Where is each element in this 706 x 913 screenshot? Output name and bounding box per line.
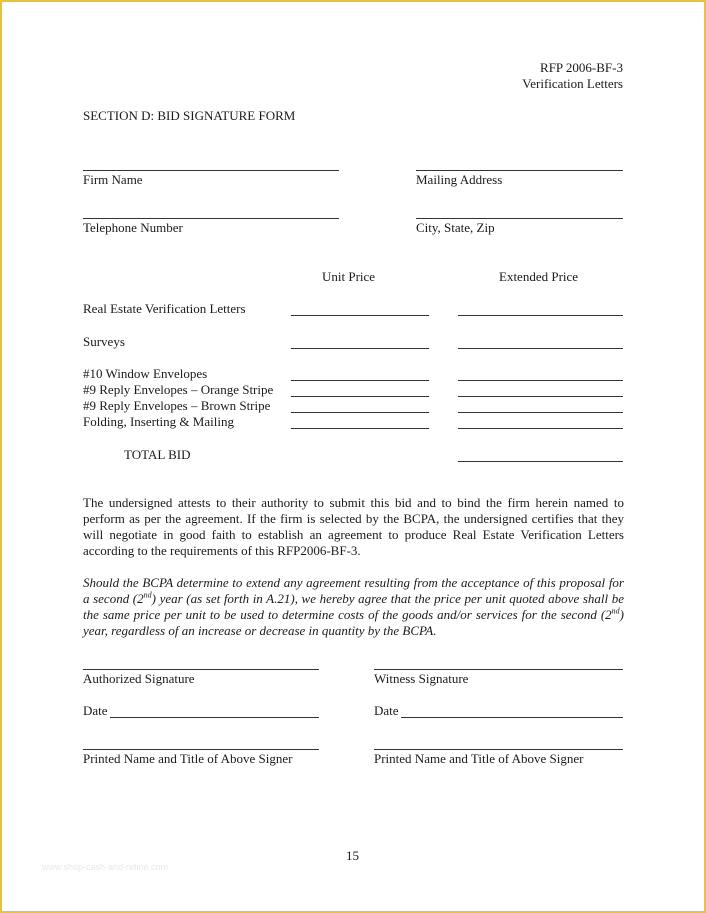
unit-price-line[interactable] <box>291 315 429 316</box>
total-bid-label: TOTAL BID <box>124 447 191 462</box>
ordinal-suffix: nd <box>611 606 620 616</box>
authorized-printed-name-line[interactable] <box>83 749 319 750</box>
section-title: SECTION D: BID SIGNATURE FORM <box>83 108 296 123</box>
attestation-paragraph: The undersigned attests to their authority to submit this bid and to bind the firm herein named to perform as per the agreement. If the firm is selected by the BCPA, the undersigned certifies that they will negotiate in good faith to establish an agreement to produce Real Estate Verification Letters according to the requirements of this RFP2006-BF-3. <box>83 495 624 558</box>
rfp-number: RFP 2006-BF-3 <box>540 60 623 75</box>
item-label: #10 Window Envelopes <box>83 366 208 381</box>
unit-price-line[interactable] <box>291 396 429 397</box>
extended-price-line[interactable] <box>458 396 623 397</box>
mailing-address-line[interactable] <box>416 170 623 171</box>
unit-price-line[interactable] <box>291 428 429 429</box>
date-label: Date <box>83 703 108 718</box>
witness-printed-name-line[interactable] <box>374 749 623 750</box>
extended-price-line[interactable] <box>458 315 623 316</box>
page-number: 15 <box>346 848 359 863</box>
extension-text: ) year (as set forth in A.21), we hereby agree that the price per unit quoted above shall be the same price per unit to be used to determine costs of the goods and/or services for the second (2 <box>83 591 624 622</box>
authorized-printed-name-label: Printed Name and Title of Above Signer <box>83 751 293 766</box>
extended-price-line[interactable] <box>458 428 623 429</box>
extended-price-header: Extended Price <box>499 269 579 284</box>
extension-text: ) year, regardless of an increase or decrease in quantity by the BCPA. <box>83 607 624 638</box>
extension-paragraph <box>83 575 624 639</box>
watermark: www.shop-cash-and-refine.com <box>42 862 169 872</box>
authorized-signature-line[interactable] <box>83 669 319 670</box>
extended-price-line[interactable] <box>458 412 623 413</box>
total-bid-line[interactable] <box>458 461 623 462</box>
witness-printed-name-label: Printed Name and Title of Above Signer <box>374 751 584 766</box>
telephone-label: Telephone Number <box>83 220 183 235</box>
telephone-line[interactable] <box>83 218 339 219</box>
firm-name-line[interactable] <box>83 170 339 171</box>
city-state-zip-line[interactable] <box>416 218 623 219</box>
witness-signature-line[interactable] <box>374 669 623 670</box>
item-label: #9 Reply Envelopes – Orange Stripe <box>83 382 274 397</box>
witness-signature-label: Witness Signature <box>374 671 469 686</box>
item-label: Surveys <box>83 334 125 349</box>
unit-price-line[interactable] <box>291 412 429 413</box>
document-subtitle: Verification Letters <box>522 76 623 91</box>
ordinal-suffix: nd <box>143 590 152 600</box>
item-label: Folding, Inserting & Mailing <box>83 414 234 429</box>
witness-date-line[interactable] <box>401 717 623 718</box>
item-label: Real Estate Verification Letters <box>83 301 246 316</box>
extended-price-line[interactable] <box>458 348 623 349</box>
date-label: Date <box>374 703 399 718</box>
item-label: #9 Reply Envelopes – Brown Stripe <box>83 398 271 413</box>
authorized-date-line[interactable] <box>110 717 319 718</box>
firm-name-label: Firm Name <box>83 172 143 187</box>
unit-price-line[interactable] <box>291 348 429 349</box>
extension-text: Should the BCPA determine to extend any agreement resulting from the acceptance of this proposal for a second (2 <box>83 575 624 606</box>
unit-price-line[interactable] <box>291 380 429 381</box>
city-state-zip-label: City, State, Zip <box>416 220 495 235</box>
authorized-signature-label: Authorized Signature <box>83 671 195 686</box>
extended-price-line[interactable] <box>458 380 623 381</box>
mailing-address-label: Mailing Address <box>416 172 503 187</box>
unit-price-header: Unit Price <box>322 269 376 284</box>
